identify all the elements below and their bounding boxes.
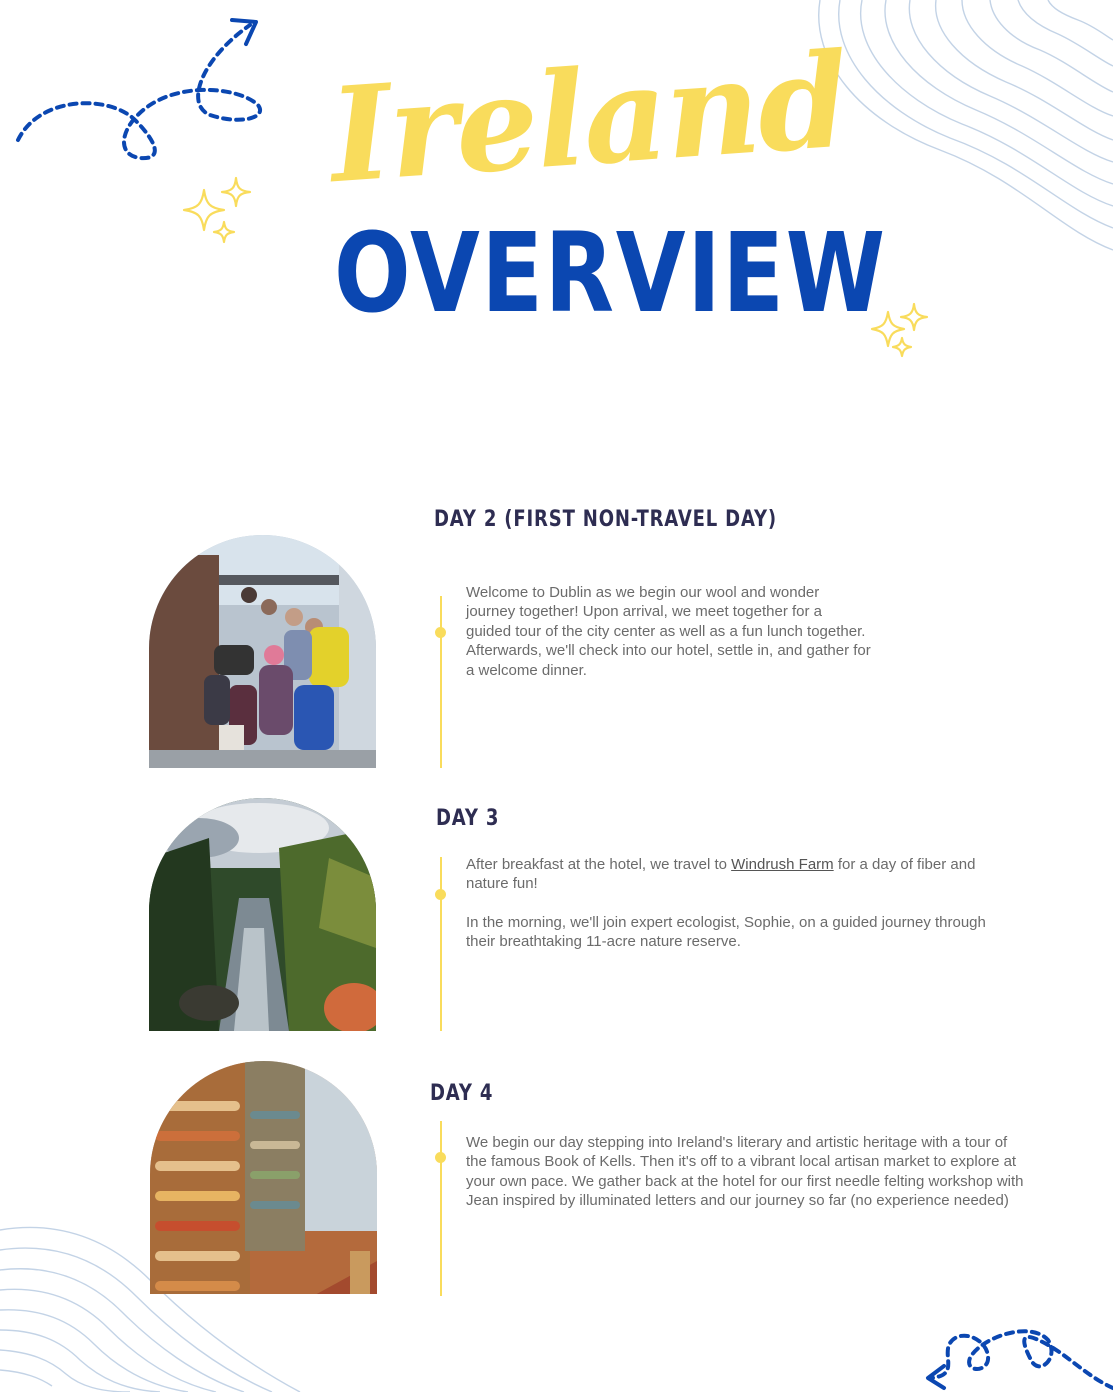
yarn-wall-photo-icon [150,1061,377,1294]
timeline-line [440,596,442,768]
timeline-dot [435,889,446,900]
timeline-line [440,857,442,1031]
timeline-dot [435,627,446,638]
day-3-description-1 [466,855,1006,894]
dashed-arrow-bottom-right-icon [920,1318,1113,1392]
overview-title: OVERVIEW [334,209,887,337]
river-photo-icon [149,798,376,1031]
timeline-line [440,1121,442,1296]
day-2-description: Welcome to Dublin as we begin our wool and wonder journey together! Upon arrival, we meet together for a guided tour of the city center as well as a fun lunch together. Afterwards, we'll check into our hotel, settle in, and gather for a welcome dinner. [466,584,871,679]
day-4-title: DAY 4 [430,1081,494,1106]
day-3-text-before-link: After breakfast at the hotel, we travel to [466,856,732,873]
group-photo-icon [149,535,376,768]
ireland-script-title: Ireland [325,23,852,213]
day-4-description: We begin our day stepping into Ireland's literary and artistic heritage with a tour of the famous Book of Kells. Then it's off to a vibrant local artisan market to explore at your own pace. We gather back at the hotel for our first needle felting workshop with Jean inspired by illuminated letters and our journey so far (no experience needed) [466,1134,1024,1210]
day-3-text-after-link: for a day of fiber and nature fun! [466,856,976,893]
sparkle-left-icon [180,172,260,252]
dashed-arrow-top-left-icon [10,10,280,170]
windrush-farm-link[interactable]: Windrush Farm [731,856,834,873]
day-3-title: DAY 3 [436,806,500,831]
day-3-description-2: In the morning, we'll join expert ecologist, Sophie, on a guided journey through their breathtaking 11-acre nature reserve. [466,914,986,951]
timeline-dot [435,1152,446,1163]
day-2-title: DAY 2 (FIRST NON-TRAVEL DAY) [434,507,777,532]
